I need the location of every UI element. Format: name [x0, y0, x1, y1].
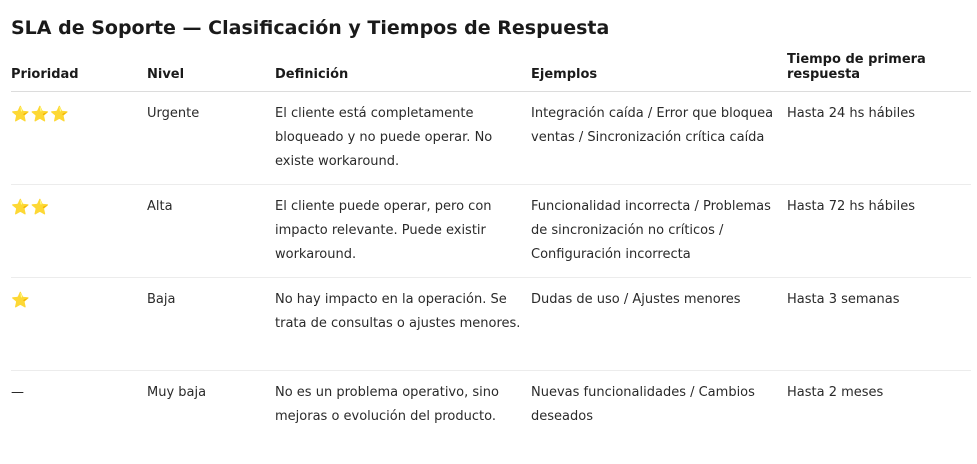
cell-ejemplos: Integración caída / Error que bloquea ventas / Sincronización crítica caída [531, 92, 787, 185]
table-row [11, 371, 971, 464]
cell-tiempo: Hasta 24 hs hábiles [787, 92, 971, 185]
header-ejemplos: Ejemplos [531, 52, 787, 92]
cell-tiempo: Hasta 3 semanas [787, 278, 971, 371]
header-definicion: Definición [275, 52, 531, 92]
priority-dash: — [11, 385, 24, 400]
cell-nivel: Baja [147, 278, 275, 371]
table-row [11, 92, 971, 185]
table-row [11, 185, 971, 278]
cell-prioridad [11, 92, 147, 185]
page-title: SLA de Soporte — Clasificación y Tiempos de Respuesta [11, 17, 610, 39]
cell-prioridad [11, 185, 147, 278]
cell-nivel: Urgente [147, 92, 275, 185]
table-row [11, 278, 971, 371]
cell-definicion: El cliente puede operar, pero con impacto relevante. Puede existir workaround. [275, 185, 531, 278]
cell-definicion: No hay impacto en la operación. Se trata de consultas o ajustes menores. [275, 278, 531, 371]
cell-nivel: Alta [147, 185, 275, 278]
cell-definicion: No es un problema operativo, sino mejoras o evolución del producto. [275, 385, 499, 424]
cell-tiempo: Hasta 72 hs hábiles [787, 185, 971, 278]
header-prioridad: Prioridad [11, 52, 147, 92]
star-rating-icon: ⭐⭐ [11, 198, 51, 216]
cell-ejemplos: Dudas de uso / Ajustes menores [531, 278, 787, 371]
sla-table [11, 52, 971, 464]
cell-nivel: Muy baja [147, 385, 207, 400]
table-header-row [11, 52, 971, 92]
header-nivel: Nivel [147, 52, 275, 92]
cell-ejemplos: Funcionalidad incorrecta / Problemas de sincronización no críticos / Configuración incorrecta [531, 185, 787, 278]
cell-prioridad [11, 371, 147, 464]
cell-prioridad [11, 278, 147, 371]
header-tiempo: Tiempo de primera respuesta [787, 52, 971, 92]
cell-ejemplos: Nuevas funcionalidades / Cambios deseados [531, 385, 755, 424]
cell-tiempo: Hasta 2 meses [787, 385, 884, 400]
star-rating-icon: ⭐ [11, 291, 31, 309]
star-rating-icon: ⭐⭐⭐ [11, 105, 71, 123]
cell-definicion: El cliente está completamente bloqueado y no puede operar. No existe workaround. [275, 92, 531, 185]
